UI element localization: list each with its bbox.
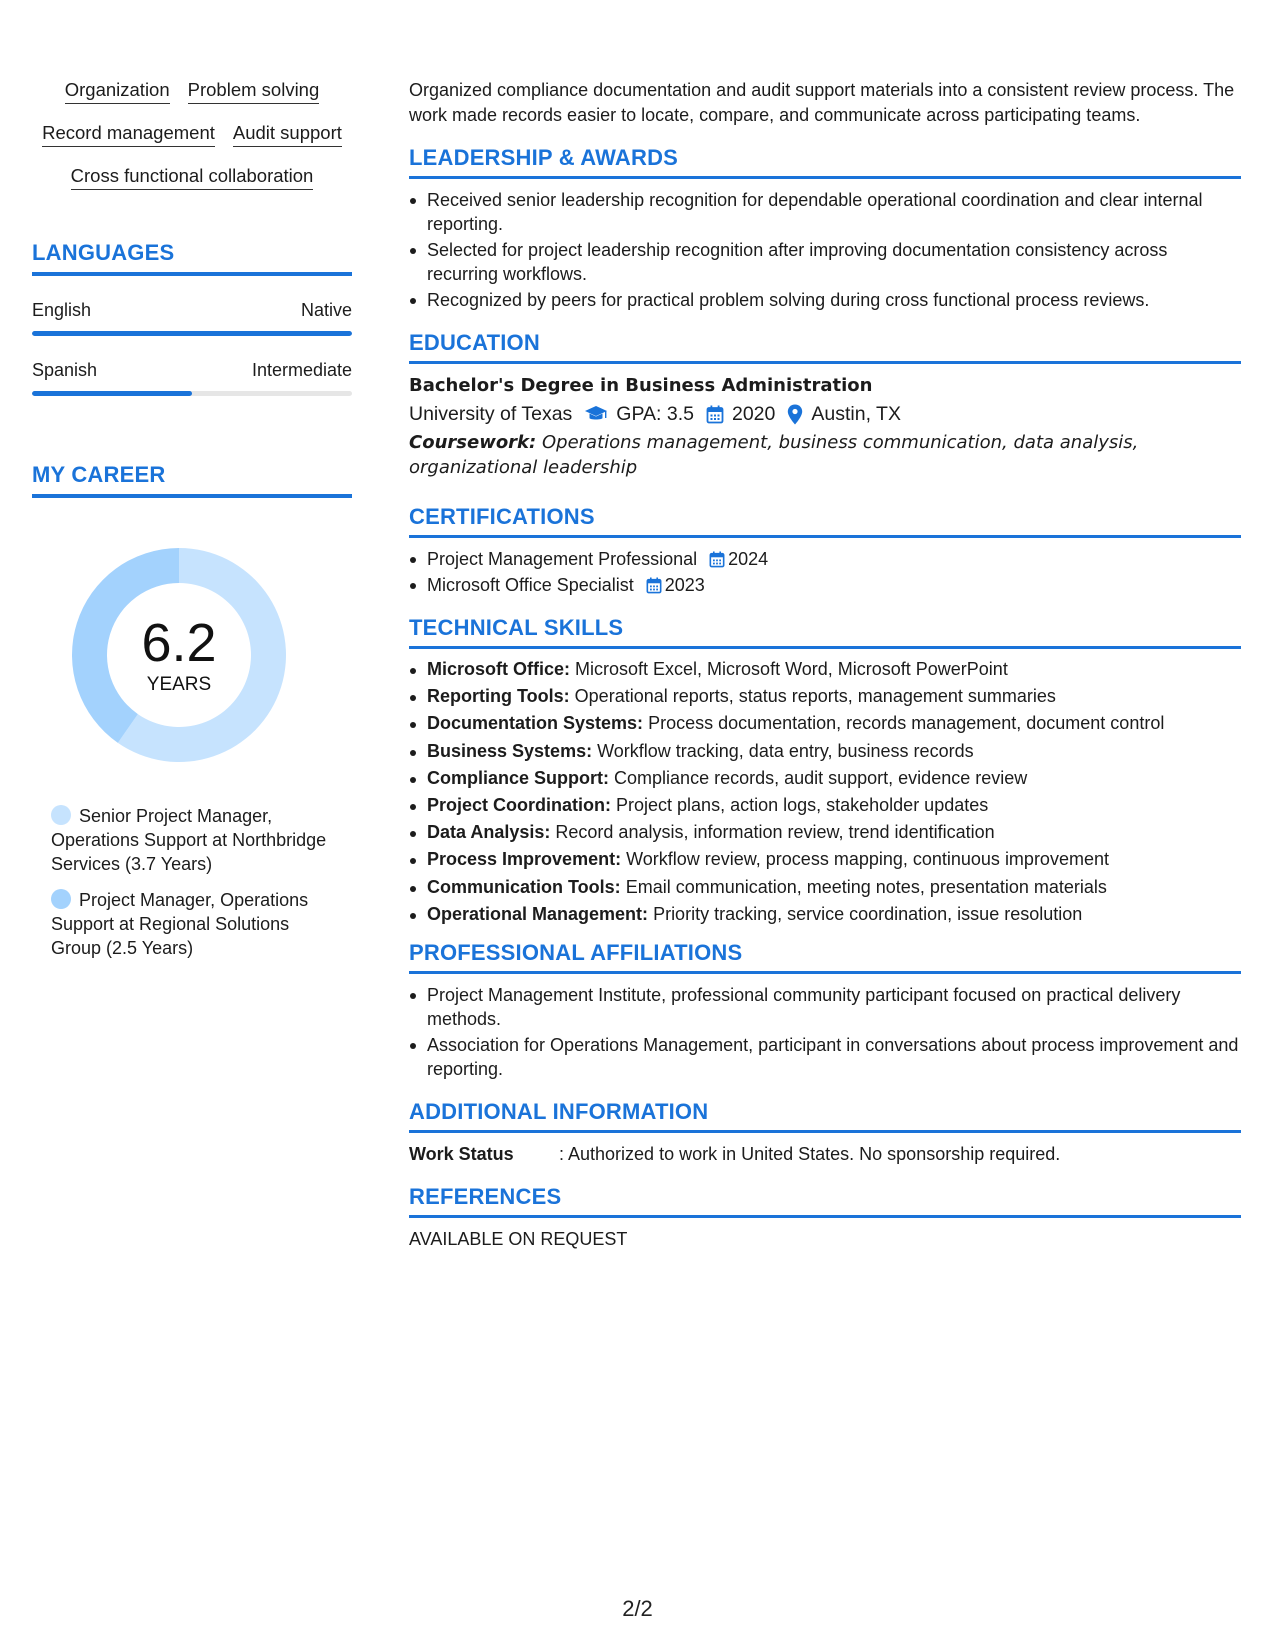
location-pin-icon — [787, 404, 803, 425]
career-legend-label: Senior Project Manager, Operations Support at Northbridge Services (3.7 Years) — [51, 806, 327, 874]
list-item — [409, 658, 1241, 682]
graduation-cap-icon — [584, 405, 608, 423]
certification-name: Microsoft Office Specialist — [427, 575, 634, 595]
list-item — [409, 821, 1241, 845]
list-item: Selected for project leadership recognition after improving documentation consistency across recurring workflows. — [409, 238, 1241, 286]
work-status-value: : Authorized to work in United States. No sponsorship required. — [559, 1144, 1061, 1165]
calendar-icon — [646, 577, 662, 594]
certification-name: Project Management Professional — [427, 549, 698, 569]
language-level-fill — [32, 331, 352, 336]
school-location: Austin, TX — [811, 403, 901, 425]
language-level-bar — [32, 391, 352, 396]
list-item — [409, 573, 1241, 597]
education-meta — [409, 399, 1241, 429]
skill-tag: Audit support — [233, 121, 342, 147]
skill-category: Documentation Systems: — [427, 713, 644, 734]
list-item — [409, 547, 1241, 571]
list-item — [409, 903, 1241, 927]
references-text: AVAILABLE ON REQUEST — [409, 1229, 628, 1250]
affiliations-heading: PROFESSIONAL AFFILIATIONS — [409, 940, 1241, 974]
skill-tag: Organization — [65, 78, 170, 104]
list-item — [409, 767, 1241, 791]
skill-values: Record analysis, information review, trend identification — [555, 822, 995, 843]
certifications-list — [409, 547, 1241, 597]
languages-heading: LANGUAGES — [32, 240, 352, 276]
skill-values: Operational reports, status reports, management summaries — [574, 686, 1056, 707]
career-legend-item — [51, 804, 331, 876]
language-name: English — [32, 300, 92, 320]
list-item — [409, 794, 1241, 818]
graduation-year: 2020 — [731, 403, 776, 425]
legend-dot — [51, 805, 71, 825]
language-item — [32, 358, 352, 396]
references-heading: REFERENCES — [409, 1184, 1241, 1218]
technical-skills-list — [409, 658, 1241, 926]
intro-paragraph: Organized compliance documentation and audit support materials into a consistent review process. The work made records easier to locate, compare, and communicate across participating teams. — [409, 80, 1235, 125]
gpa: GPA: 3.5 — [616, 403, 694, 425]
certifications-heading: CERTIFICATIONS — [409, 504, 1241, 538]
skill-values: Workflow tracking, data entry, business records — [597, 740, 974, 761]
language-level: Intermediate — [251, 360, 352, 380]
language-level-fill — [32, 391, 192, 396]
skill-values: Process documentation, records management, document control — [648, 713, 1165, 734]
career-legend — [51, 804, 331, 960]
skill-category: Operational Management: — [427, 903, 649, 924]
list-item: Association for Operations Management, participant in conversations about process improvement and reporting. — [409, 1033, 1241, 1081]
skill-values: Workflow review, process mapping, continuous improvement — [626, 849, 1109, 870]
career-total-value: 6.2 — [141, 613, 217, 673]
additional-info-heading: ADDITIONAL INFORMATION — [409, 1099, 1241, 1133]
language-level-bar — [32, 331, 352, 336]
skill-values: Email communication, meeting notes, presentation materials — [625, 876, 1107, 897]
skill-category: Communication Tools: — [427, 876, 621, 897]
career-donut-chart — [66, 542, 292, 768]
work-status-label: Work Status — [409, 1144, 514, 1165]
leadership-list — [409, 188, 1241, 312]
skill-tag: Problem solving — [188, 78, 320, 104]
technical-skills-heading: TECHNICAL SKILLS — [409, 615, 1241, 649]
skill-category: Reporting Tools: — [427, 686, 570, 707]
coursework-label: Coursework: — [409, 432, 537, 453]
leadership-heading: LEADERSHIP & AWARDS — [409, 145, 1241, 179]
skill-values: Microsoft Excel, Microsoft Word, Microsoft PowerPoint — [575, 659, 1008, 679]
career-legend-item — [51, 888, 331, 960]
calendar-icon — [709, 551, 725, 568]
skill-values: Priority tracking, service coordination, issue resolution — [653, 903, 1083, 924]
list-item — [409, 685, 1241, 709]
language-item — [32, 298, 352, 336]
degree-title: Bachelor's Degree in Business Administration — [409, 375, 873, 396]
education-heading: EDUCATION — [409, 330, 1241, 364]
list-item — [409, 876, 1241, 900]
skill-category: Data Analysis: — [427, 822, 551, 843]
skill-tag: Record management — [42, 121, 215, 147]
list-item: Project Management Institute, professional community participant focused on practical delivery methods. — [409, 983, 1241, 1031]
skill-category: Compliance Support: — [427, 767, 610, 788]
career-total-unit: YEARS — [146, 674, 212, 695]
skill-values: Project plans, action logs, stakeholder updates — [616, 794, 989, 815]
coursework — [409, 431, 1241, 480]
skill-category: Business Systems: — [427, 740, 593, 761]
main-content — [409, 78, 1241, 1251]
certification-year: 2024 — [728, 549, 769, 569]
skill-category: Project Coordination: — [427, 794, 611, 815]
school-name: University of Texas — [409, 403, 573, 425]
coursework-text: Operations management, business communication, data analysis, organizational leadership — [409, 432, 1139, 478]
certification-year: 2023 — [664, 575, 705, 595]
work-status-row — [409, 1142, 1241, 1166]
page-number: 2/2 — [622, 1596, 653, 1621]
career-legend-label: Project Manager, Operations Support at Regional Solutions Group (2.5 Years) — [51, 890, 309, 958]
skill-tag: Cross functional collaboration — [71, 164, 314, 190]
list-item — [409, 740, 1241, 764]
skills-list — [32, 78, 352, 190]
list-item: Recognized by peers for practical problem solving during cross functional process reviews. — [409, 288, 1241, 312]
language-level: Native — [300, 300, 352, 320]
career-heading: MY CAREER — [32, 462, 352, 498]
list-item — [409, 712, 1241, 736]
sidebar — [32, 78, 352, 972]
language-name: Spanish — [32, 360, 98, 380]
list-item: Received senior leadership recognition for dependable operational coordination and clear internal reporting. — [409, 188, 1241, 236]
legend-dot — [51, 889, 71, 909]
skill-category: Process Improvement: — [427, 849, 622, 870]
affiliations-list — [409, 983, 1241, 1081]
list-item — [409, 848, 1241, 872]
skill-values: Compliance records, audit support, evidence review — [614, 767, 1028, 788]
skill-category: Microsoft Office: — [427, 659, 571, 679]
calendar-icon — [706, 405, 724, 424]
